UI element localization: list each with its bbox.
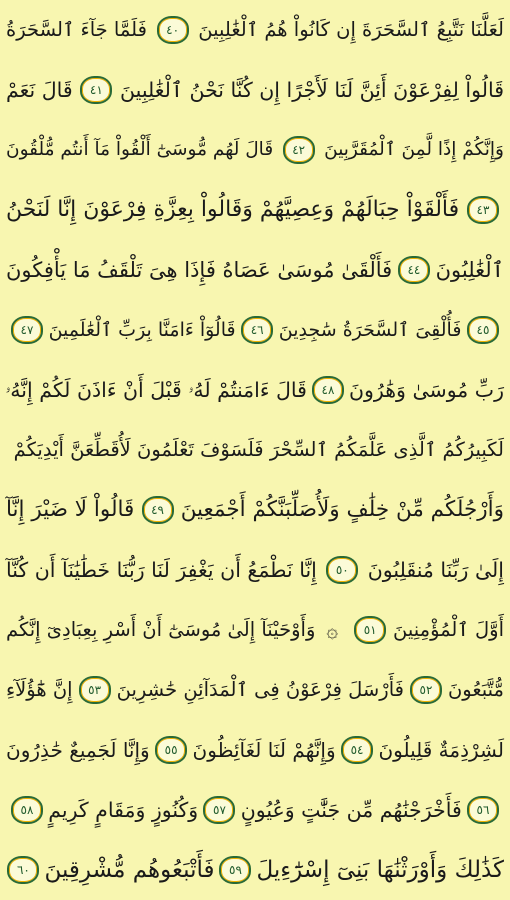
text-line [6, 600, 504, 660]
ayah-number-marker: ٥٤ [341, 736, 373, 764]
text-line [6, 240, 504, 300]
ayah-number-marker: ٤١ [80, 76, 112, 104]
verse-text: لَشِرْذِمَةٌ قَلِيلُونَ [378, 738, 504, 762]
verse-text: لَكَبِيرُكُمُ ٱلَّذِى عَلَّمَكُمُ ٱلسِّحْرَ فَلَسَوْفَ تَعْلَمُونَ لَأُقَطِّعَنَّ أَيْدِيَكُمْ [13, 438, 504, 461]
text-line [6, 720, 504, 780]
verse-text: فَأَلْقَىٰ مُوسَىٰ عَصَاهُ فَإِذَا هِىَ تَلْقَفُ مَا يَأْفِكُونَ [6, 258, 393, 282]
ayah-number-marker: ٥٧ [203, 796, 235, 824]
ayah-number-marker: ٥٩ [219, 856, 251, 884]
ayah-number-marker: ٤٢ [283, 136, 315, 164]
ayah-number-marker: ٥١ [354, 616, 386, 644]
text-line [6, 120, 504, 180]
ayah-number-marker: ٥٨ [11, 796, 43, 824]
text-line [6, 180, 504, 240]
verse-text: كَذَٰلِكَ وَأَوْرَثْنَٰهَا بَنِىٓ إِسْرَٰٓءِيلَ [256, 857, 504, 883]
text-line [6, 780, 504, 840]
ayah-number-marker: ٤٩ [142, 496, 174, 524]
ayah-number-marker: ٥٠ [326, 556, 358, 584]
verse-text: فَأَلْقَوْاْ حِبَالَهُمْ وَعِصِيَّهُمْ وَقَالُواْ بِعِزَّةِ فِرْعَوْنَ إِنَّا لَنَحْنُ [6, 197, 460, 222]
ayah-number-marker: ٦٠ [7, 856, 39, 884]
verse-text: وَإِنَّكُمْ إِذًا لَّمِنَ ٱلْمُقَرَّبِينَ [324, 139, 504, 160]
verse-text: وَأَرْجُلَكُم مِّنْ خِلَٰفٍ وَلَأُصَلِّبَنَّكُمْ أَجْمَعِينَ [180, 497, 504, 522]
ayah-number-marker: ٤٨ [312, 376, 344, 404]
ayah-number-marker: ٥٦ [467, 796, 499, 824]
verse-text: وَإِنَّهُمْ لَنَا لَغَآئِظُونَ [192, 738, 336, 762]
verse-text: فَأَتْبَعُوهُم مُّشْرِقِينَ [44, 857, 215, 883]
rub-el-hizb-icon: ۞ [326, 618, 339, 642]
ayah-number-marker: ٥٢ [410, 676, 442, 704]
verse-text: فَأُلْقِىَ ٱلسَّحَرَةُ سَٰجِدِينَ [278, 319, 462, 341]
verse-text: قَالُواْ لِفِرْعَوْنَ أَئِنَّ لَنَا لَأَجْرًا إِن كُنَّا نَحْنُ ٱلْغَٰلِبِينَ [120, 78, 504, 102]
verse-text: فَلَمَّا جَآءَ ٱلسَّحَرَةُ [6, 18, 147, 41]
ayah-number-marker: ٥٣ [79, 676, 111, 704]
verse-text: ٱلْغَٰلِبُونَ [435, 258, 504, 282]
verse-text: لَعَلَّنَا نَتَّبِعُ ٱلسَّحَرَةَ إِن كَانُواْ هُمُ ٱلْغَٰلِبِينَ [198, 18, 504, 41]
text-line [6, 360, 504, 420]
verse-text: وَأَوْحَيْنَآ إِلَىٰ مُوسَىٰٓ أَنْ أَسْرِ بِعِبَادِىٓ إِنَّكُم [6, 618, 316, 641]
verse-text: قَالَ لَهُم مُّوسَىٰٓ أَلْقُواْ مَآ أَنتُم مُّلْقُونَ [6, 139, 274, 160]
verse-text: وَإِنَّا لَجَمِيعٌ حَٰذِرُونَ [6, 738, 150, 762]
verse-text: رَبِّ مُوسَىٰ وَهَٰرُونَ [348, 378, 504, 402]
verse-text: إِنَّ هَٰٓؤُلَآءِ [6, 678, 73, 701]
text-line [6, 480, 504, 540]
ayah-number-marker: ٤٣ [467, 196, 499, 224]
ayah-number-marker: ٤٧ [11, 316, 43, 344]
text-line [6, 840, 504, 900]
verse-text: فَأَخْرَجْنَٰهُم مِّن جَنَّٰتٍ وَعُيُونٍ [240, 798, 462, 822]
text-line [6, 660, 504, 720]
ayah-number-marker: ٤٤ [398, 256, 430, 284]
verse-text: أَوَّلَ ٱلْمُؤْمِنِينَ [393, 618, 504, 641]
text-line [6, 540, 504, 600]
ayah-number-marker: ٤٦ [241, 316, 273, 344]
verse-text: قَالَ ءَامَنتُمْ لَهُۥ قَبْلَ أَنْ ءَاذَنَ لَكُمْ إِنَّهُۥ [5, 378, 307, 402]
ayah-number-marker: ٤٥ [467, 316, 499, 344]
verse-text: قَالُوٓاْ ءَامَنَّا بِرَبِّ ٱلْعَٰلَمِينَ [48, 319, 236, 341]
verse-text: قَالَ نَعَمْ [6, 78, 73, 102]
ayah-number-marker: ٤٠ [157, 16, 189, 44]
verse-text: قَالُواْ لَا ضَيْرَ إِنَّآ [6, 497, 135, 522]
verse-text: إِنَّا نَطْمَعُ أَن يَغْفِرَ لَنَا رَبُّنَا خَطَٰيَٰنَآ أَن كُنَّآ [6, 558, 317, 582]
text-line [6, 420, 504, 480]
text-line [6, 300, 504, 360]
text-line [6, 60, 504, 120]
verse-text: فَأَرْسَلَ فِرْعَوْنُ فِى ٱلْمَدَآئِنِ حَٰشِرِينَ [116, 678, 404, 701]
ayah-number-marker: ٥٥ [155, 736, 187, 764]
verse-text: وَكُنُوزٍ وَمَقَامٍ كَرِيمٍ [48, 798, 199, 822]
verse-text: إِلَىٰ رَبِّنَا مُنقَلِبُونَ [367, 558, 504, 582]
verse-text: مُّتَّبَعُونَ [447, 678, 504, 701]
text-line [6, 0, 504, 60]
